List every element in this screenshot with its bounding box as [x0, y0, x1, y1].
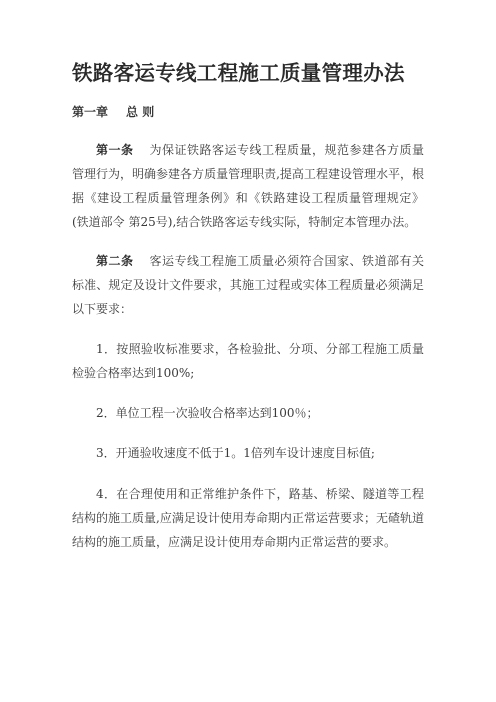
document-title: 铁路客运专线工程施工质量管理办法: [72, 61, 405, 85]
requirement-item-1: 1．按照验收标准要求，各检验批、分项、分部工程施工质量检验合格率达到100%;: [72, 342, 424, 380]
chapter-number: 第一章: [72, 105, 109, 119]
chapter-name: 总 则: [126, 105, 155, 119]
article-2-number: 第二条: [96, 254, 134, 268]
requirement-item-3: 3．开通验收速度不低于1。1倍列车设计速度目标值;: [96, 446, 375, 460]
requirement-item-2: 2．单位工程一次验收合格率达到100％；: [96, 406, 319, 420]
requirement-item-4: 4．在合理使用和正常维护条件下，路基、桥梁、隧道等工程结构的施工质量,应满足设计使用寿命期内正常运营要求；无碴轨道结构的施工质量，应满足设计使用寿命期内正常运营的要求。: [72, 487, 424, 549]
article-2-text: 客运专线工程施工质量必须符合国家、铁道部有关标准、规定及设计文件要求，其施工过程或实体工程质量必须满足以下要求：: [72, 254, 424, 316]
article-1: [72, 138, 424, 234]
article-1-text: 为保证铁路客运专线工程质量，规范参建各方质量管理行为，明确参建各方质量管理职责,提高工程建设管理水平，根据《建设工程质量管理条例》和《铁路建设工程质量管理规定》(铁道部令 第25号),结合铁路客运专线实际，特制定本管理办法。: [72, 143, 424, 229]
chapter-heading: [72, 103, 424, 121]
article-2: [72, 249, 424, 321]
article-1-number: 第一条: [96, 143, 134, 157]
